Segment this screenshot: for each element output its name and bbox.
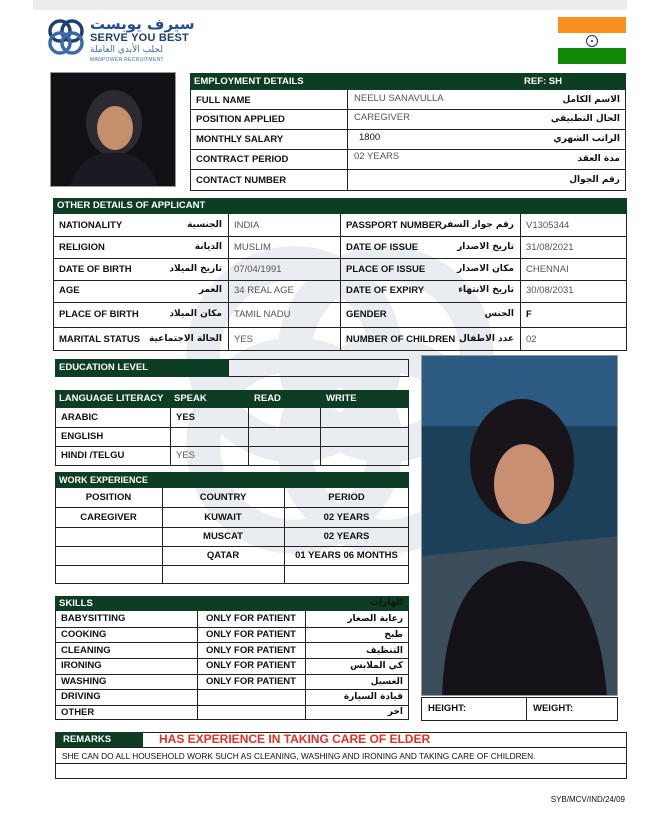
language-literacy-header: LANGUAGE LITERACY <box>55 390 170 408</box>
company-logo <box>46 17 196 63</box>
applicant-photo-large <box>421 355 618 696</box>
skill-babysitting: BABYSITTING <box>61 613 126 624</box>
remarks-highlight: HAS EXPERIENCE IN TAKING CARE OF ELDER <box>159 732 431 746</box>
language-hindi-telgu: HINDI /TELGU <box>61 450 125 461</box>
work-row-3-period: 01 YEARS 06 MONTHS <box>295 550 398 561</box>
date-of-expiry-ar: تاريخ الانتهاء <box>458 285 514 295</box>
marital-status-label: MARITAL STATUS <box>59 334 141 345</box>
skill-cooking-ar: طبخ <box>384 630 403 640</box>
monthly-salary-value: 1800 <box>359 132 381 143</box>
age-ar: العمر <box>198 285 222 295</box>
speak-header: SPEAK <box>170 390 247 408</box>
date-of-issue-ar: تاريخ الاصدار <box>457 242 514 252</box>
full-name-ar: الاسم الكامل <box>562 95 620 105</box>
number-of-children-value: 02 <box>526 334 537 345</box>
skill-cleaning-ar: التنظيف <box>366 646 403 656</box>
religion-ar: الديانة <box>194 242 222 252</box>
skill-driving: DRIVING <box>61 691 101 702</box>
contract-period-value: 02 YEARS <box>354 151 400 162</box>
skill-cooking-value: ONLY FOR PATIENT <box>206 629 296 640</box>
date-of-issue-value: 31/08/2021 <box>526 242 574 253</box>
place-of-birth-label: PLACE OF BIRTH <box>59 309 139 320</box>
india-flag-icon <box>558 17 626 64</box>
passport-number-ar: رقم جواز السفر <box>441 220 514 230</box>
height-label: HEIGHT: <box>428 703 466 714</box>
logo-arabic-tagline: لجلب الأيدي العاملة <box>90 45 163 55</box>
passport-number-value: V1305344 <box>526 220 570 231</box>
place-of-issue-value: CHENNAI <box>526 264 569 275</box>
religion-value: MUSLIM <box>234 242 271 253</box>
date-of-birth-value: 07/04/1991 <box>234 264 282 275</box>
contact-number-ar: رقم الجوال <box>569 175 620 185</box>
employment-header: EMPLOYMENT DETAILS <box>190 73 490 90</box>
skill-babysitting-ar: رعاية الصغار <box>347 614 403 624</box>
remarks-text: SHE CAN DO ALL HOUSEHOLD WORK SUCH AS CLEANING, WASHING AND IRONING AND TAKING CARE OF CHILDREN. <box>62 751 536 761</box>
contract-period-ar: مدة العقد <box>577 154 620 164</box>
ref-number: REF: SH <box>520 73 626 90</box>
logo-knot-icon <box>46 17 86 57</box>
skill-driving-ar: قيادة السيارة <box>343 692 403 702</box>
date-of-birth-ar: تاريخ الميلاد <box>169 264 222 274</box>
position-applied-label: POSITION APPLIED <box>196 114 285 125</box>
passport-number-label: PASSPORT NUMBER <box>346 220 442 231</box>
skill-other-ar: اخر <box>387 707 403 717</box>
place-of-issue-ar: مكان الاصدار <box>457 264 514 274</box>
number-of-children-label: NUMBER OF CHILDREN <box>346 334 456 345</box>
weight-label: WEIGHT: <box>533 703 574 714</box>
place-of-birth-value: TAMIL NADU <box>234 309 291 320</box>
position-applied-value: CAREGIVER <box>354 112 410 123</box>
skill-ironing-value: ONLY FOR PATIENT <box>206 660 296 671</box>
skill-other: OTHER <box>61 707 95 718</box>
marital-status-ar: الحالة الاجتماعية <box>149 334 222 344</box>
gender-ar: الجنس <box>484 309 514 319</box>
other-details-header: OTHER DETAILS OF APPLICANT <box>53 198 353 214</box>
hindi-speak: YES <box>176 450 196 461</box>
nationality-value: INDIA <box>234 220 260 231</box>
full-name-label: FULL NAME <box>196 95 251 106</box>
logo-arabic-name: سيرف يوبست <box>90 15 195 33</box>
age-label: AGE <box>59 285 80 296</box>
nationality-ar: الجنسية <box>187 220 222 230</box>
logo-subtitle: MANPOWER RECRUITMENT <box>90 57 164 63</box>
education-value-box <box>228 359 409 377</box>
gender-label: GENDER <box>346 309 387 320</box>
work-row-2-period: 02 YEARS <box>323 531 370 542</box>
date-of-issue-label: DATE OF ISSUE <box>346 242 419 253</box>
work-row-1-period: 02 YEARS <box>323 512 370 523</box>
work-country-column: COUNTRY <box>199 492 247 503</box>
religion-label: RELIGION <box>59 242 105 253</box>
nationality-label: NATIONALITY <box>59 220 123 231</box>
date-of-expiry-label: DATE OF EXPIRY <box>346 285 425 296</box>
gender-value: F <box>526 309 532 320</box>
write-header: WRITE <box>322 390 407 408</box>
arabic-speak: YES <box>176 412 196 423</box>
work-period-column: PERIOD <box>328 492 365 503</box>
contact-number-label: CONTACT NUMBER <box>196 175 287 186</box>
skill-ironing: IRONING <box>61 660 102 671</box>
skill-ironing-ar: كي الملابس <box>350 661 403 671</box>
education-header: EDUCATION LEVEL <box>55 359 228 377</box>
work-experience-header: WORK EXPERIENCE <box>55 472 255 488</box>
skill-cleaning-value: ONLY FOR PATIENT <box>206 645 296 656</box>
work-position-column: POSITION <box>85 492 132 503</box>
position-applied-ar: الحال التطبيقي <box>550 114 620 124</box>
marital-status-value: YES <box>234 334 254 345</box>
contract-period-label: CONTRACT PERIOD <box>196 154 289 165</box>
skill-babysitting-value: ONLY FOR PATIENT <box>206 613 296 624</box>
number-of-children-ar: عدد الاطفال <box>458 334 514 344</box>
skill-cooking: COOKING <box>61 629 107 640</box>
remarks-label: REMARKS <box>59 732 143 747</box>
skills-header-ar: الهارات <box>369 598 403 608</box>
work-row-1-position: CAREGIVER <box>80 512 137 523</box>
top-band <box>33 0 627 10</box>
full-name-value: NEELU SANAVULLA <box>354 93 444 104</box>
monthly-salary-ar: الراتب الشهري <box>553 134 620 144</box>
skills-header: SKILLS <box>55 596 155 611</box>
work-row-1-country: KUWAIT <box>204 512 242 523</box>
applicant-photo-small <box>50 72 176 187</box>
skill-cleaning: CLEANING <box>61 645 111 656</box>
language-english: ENGLISH <box>61 431 104 442</box>
monthly-salary-label: MONTHLY SALARY <box>196 134 284 145</box>
date-of-birth-label: DATE OF BIRTH <box>59 264 132 275</box>
footer-code: SYB/MCV/IND/24/09 <box>550 795 625 804</box>
work-row-2-country: MUSCAT <box>203 531 243 542</box>
skill-washing-ar: الغسيل <box>370 677 403 687</box>
language-arabic: ARABIC <box>61 412 98 423</box>
logo-english-name: SERVE YOU BEST <box>90 32 189 44</box>
place-of-birth-ar: مكان الميلاد <box>169 309 222 319</box>
place-of-issue-label: PLACE OF ISSUE <box>346 264 426 275</box>
work-row-3-country: QATAR <box>206 550 240 561</box>
skill-washing: WASHING <box>61 676 107 687</box>
age-value: 34 REAL AGE <box>234 285 294 296</box>
skill-washing-value: ONLY FOR PATIENT <box>206 676 296 687</box>
read-header: READ <box>250 390 320 408</box>
date-of-expiry-value: 30/08/2031 <box>526 285 574 296</box>
